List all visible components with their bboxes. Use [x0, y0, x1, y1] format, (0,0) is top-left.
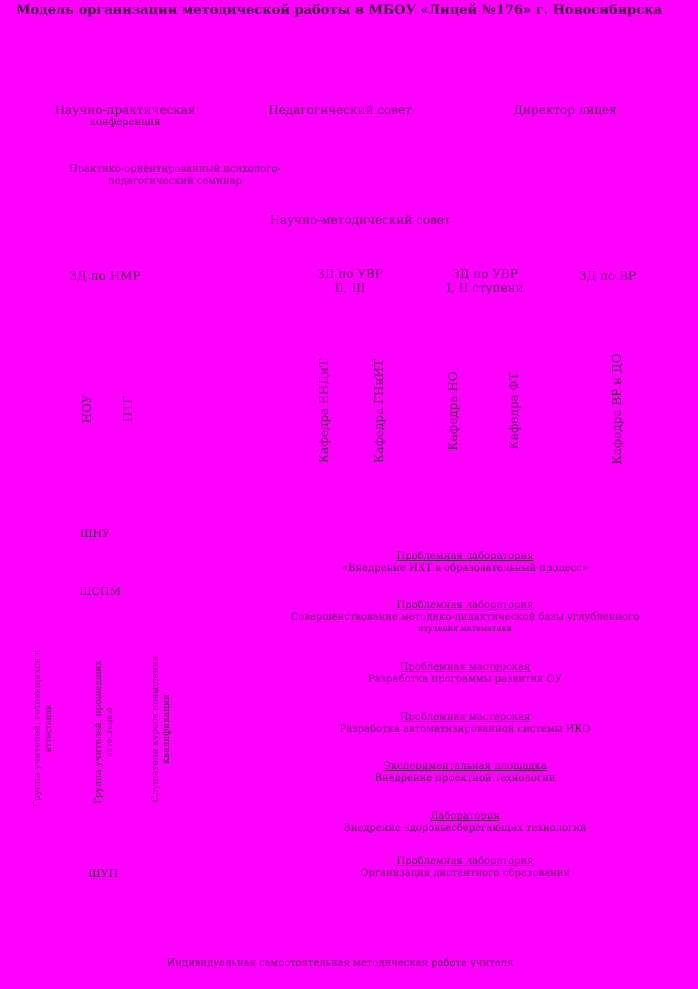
group3-line1: Слушатели курсов повышения: [151, 655, 162, 803]
lab-text: Внедрение здоровьесберегающих технологий: [343, 823, 587, 834]
deputy-uvr-1-2: [425, 267, 545, 296]
experimental-site: [290, 761, 640, 785]
seminar-line1: Практико-ориентированный психолого-: [69, 164, 281, 175]
lab-head: Проблемная лаборатория: [396, 856, 534, 867]
deputy-uvr-2-3-line2: II, III: [334, 281, 366, 296]
lab-distance: [290, 856, 640, 880]
group1-line2: аттестации: [43, 704, 53, 753]
school-shspm: ШСПМ: [79, 585, 121, 598]
deputy-uvr-2-3: [295, 267, 405, 296]
lab-math: [290, 600, 640, 634]
workshop-development: [290, 662, 640, 686]
npk-line2: конференция: [89, 117, 161, 129]
deputy-uvr-1-2-line1: ЗД по УВР: [452, 267, 518, 281]
unit-kaf-no: Кафедра НО: [446, 371, 460, 451]
unit-ptg: ПТГ: [121, 395, 135, 423]
deputy-nmr: ЗД по НМР: [69, 269, 141, 283]
lab-text: Организация дистантного образования: [360, 868, 570, 879]
workshop-iko: [290, 712, 640, 736]
group-course-listeners: [151, 634, 173, 824]
group1-line1: Группа учителей, готовящихся к: [32, 649, 43, 807]
group2-line2: аттестацию: [104, 707, 114, 757]
group2-line1: Группа учителей, прошедших: [93, 660, 104, 804]
unit-nou: НОУ: [80, 394, 94, 424]
page-title: Модель организации методической работы в МБОУ «Лицей №176» г. Новосибирска: [16, 3, 662, 18]
school-shnu: ШНУ: [79, 527, 111, 540]
lab-health: [290, 811, 640, 835]
lab-text: Разработка программы развития ОУ: [367, 674, 563, 685]
npk-line1: Научно-практическая: [54, 103, 196, 117]
footer-individual-work: Индивидуальная самостоятельная методическая работа учителя: [166, 958, 514, 969]
lab-text: «Внедрение ИКТ в образовательный процесс»: [341, 563, 588, 574]
unit-kaf-gniit: Кафедра ГНиИТ: [372, 359, 386, 463]
school-shup: ШУП: [87, 867, 119, 880]
deputy-uvr-2-3-line1: ЗД по УВР: [317, 267, 383, 281]
npk-box: [40, 103, 210, 129]
group-preparing-attestation: [33, 633, 53, 823]
seminar-line2: педагогический семинар: [108, 176, 242, 187]
unit-kaf-vr-do: Кафедра ВР и ДО: [610, 353, 624, 465]
director-box: Директор лицея: [513, 103, 617, 117]
lab-head: Проблемная лаборатория: [396, 551, 534, 562]
lab-extra: изучения математики: [418, 624, 512, 633]
group3-line2: квалификации: [162, 694, 172, 764]
lab-ict: [290, 551, 640, 575]
lab-head: Проблемная мастерская: [399, 712, 531, 723]
lab-text: Разработка автоматизированной системы ИКО: [339, 724, 591, 735]
deputy-vr: ЗД по ВР: [579, 269, 636, 283]
seminar-box: [40, 164, 310, 188]
group-passed-attestation: [94, 637, 114, 827]
lab-head: Лаборатория: [430, 811, 500, 822]
pedsovet-box: Педагогический совет: [268, 103, 412, 117]
lab-text: Внедрение проектной технологии: [374, 773, 556, 784]
deputy-uvr-1-2-line2: I, II ступени: [446, 281, 524, 296]
lab-head: Экспериментальная площадка: [383, 761, 547, 772]
lab-text: Совершенствование методико-дидактической базы углубленного: [290, 612, 640, 623]
lab-head: Проблемная мастерская: [399, 662, 531, 673]
unit-kaf-ft: Кафедра ФТ: [507, 372, 521, 450]
lab-head: Проблемная лаборатория: [396, 600, 534, 611]
nms-box: Научно-методический совет: [269, 213, 451, 227]
unit-kaf-endit: Кафедра ЕНДиТ: [317, 359, 331, 463]
